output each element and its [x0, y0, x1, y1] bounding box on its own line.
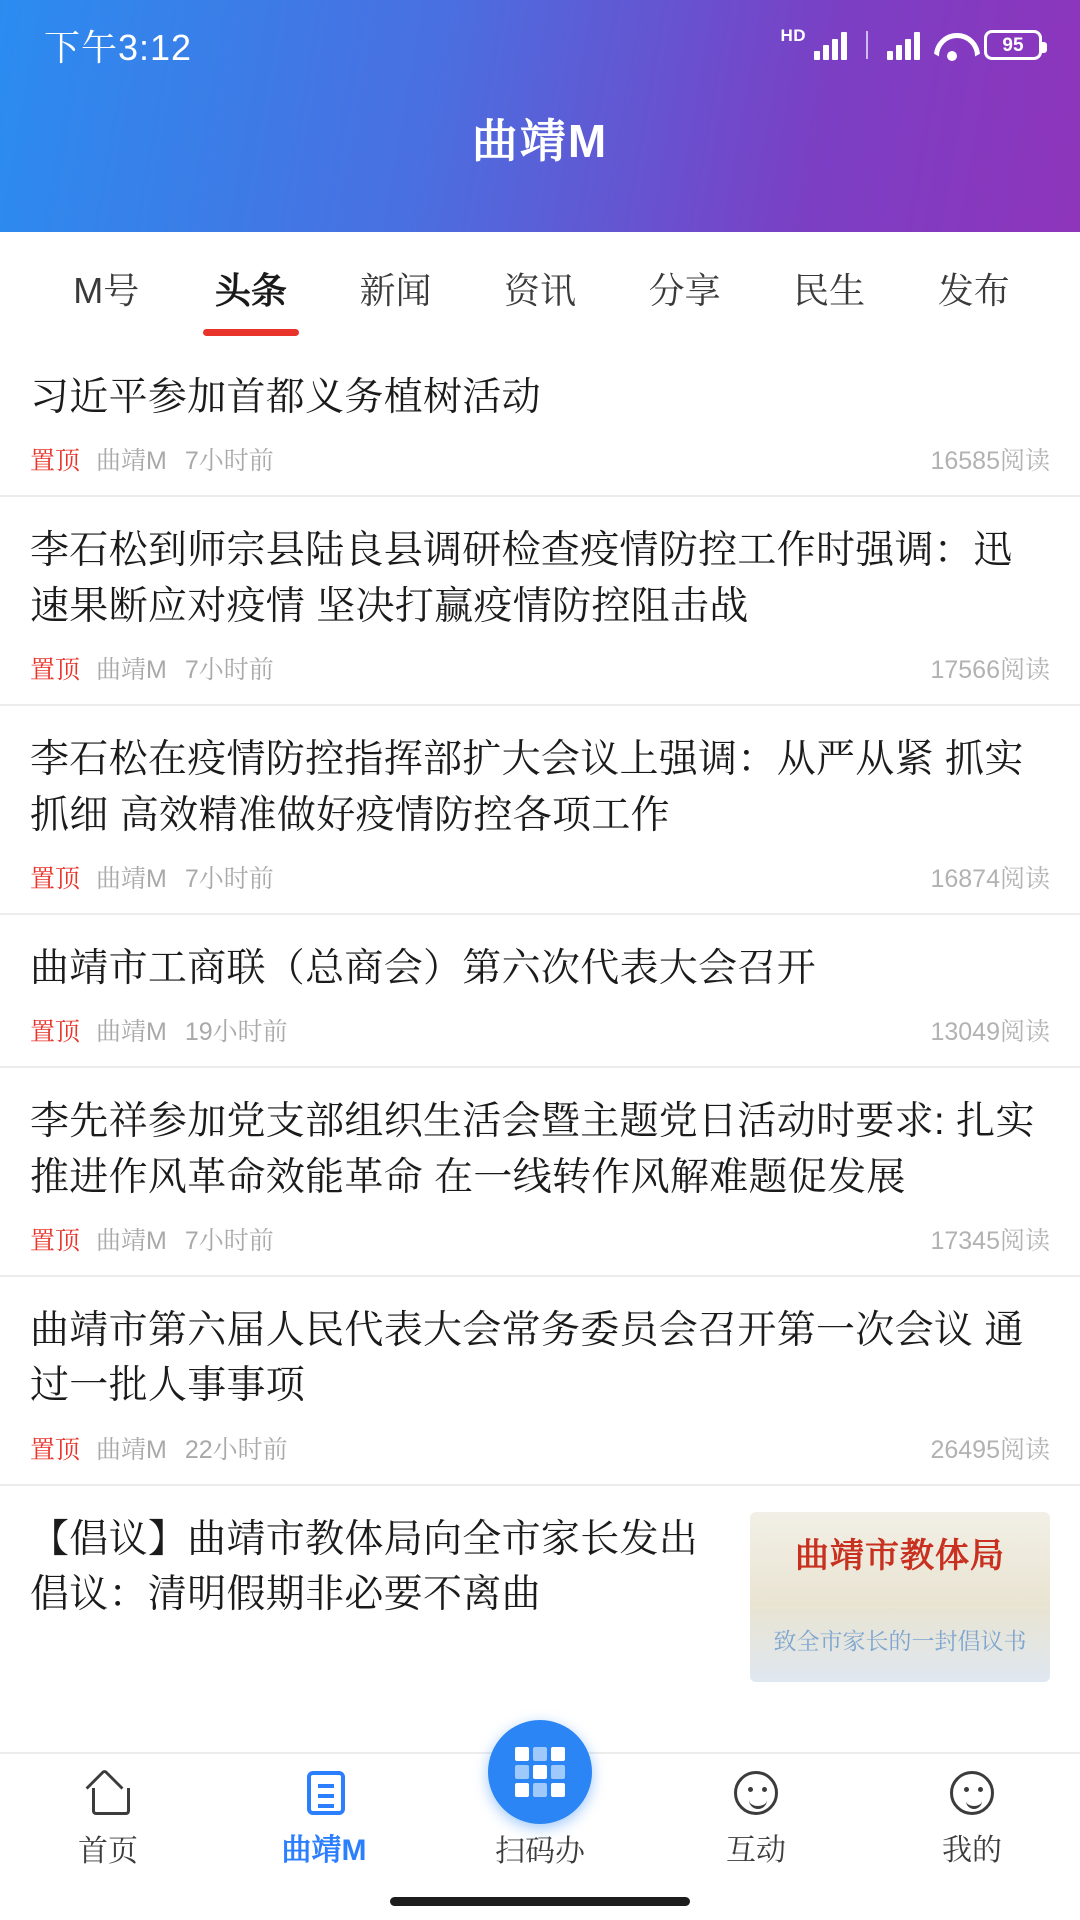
- app-header: [0, 0, 1080, 232]
- signal-divider: [866, 31, 868, 59]
- status-badge: 置顶: [30, 1227, 81, 1255]
- news-source: 曲靖M: [96, 1018, 167, 1047]
- news-meta: [30, 650, 1050, 686]
- news-title: 曲靖市第六届人民代表大会常务委员会召开第一次会议 通过一批人事事项: [30, 1309, 1024, 1408]
- page-title: 曲靖M: [471, 115, 609, 167]
- news-reads: 26495阅读: [930, 1435, 1050, 1464]
- news-source: 曲靖M: [96, 864, 167, 893]
- tab-toutiao[interactable]: [179, 232, 324, 344]
- smiley-icon: [734, 1771, 778, 1815]
- news-time: 19小时前: [184, 1018, 288, 1047]
- tab-label: 资讯: [504, 269, 577, 311]
- list-item[interactable]: [0, 1486, 1080, 1682]
- list-item[interactable]: [0, 915, 1080, 1068]
- nav-label: 扫码办: [495, 1835, 585, 1868]
- nav-item-mine[interactable]: [864, 1771, 1080, 1869]
- status-icons: [780, 26, 1042, 60]
- status-badge: 置顶: [30, 864, 81, 893]
- bottom-navigation-bar: [0, 1752, 1080, 1920]
- news-source: 曲靖M: [96, 1435, 167, 1464]
- news-list[interactable]: [0, 344, 1080, 1920]
- list-item[interactable]: [0, 1277, 1080, 1486]
- nav-item-home[interactable]: [0, 1770, 216, 1870]
- news-reads: 17566阅读: [930, 656, 1050, 685]
- nav-label: 曲靖M: [281, 1834, 367, 1867]
- news-source: 曲靖M: [96, 447, 167, 476]
- tab-fabu[interactable]: [901, 232, 1046, 344]
- news-reads: 13049阅读: [930, 1018, 1050, 1047]
- news-time: 22小时前: [184, 1435, 288, 1464]
- tab-label: M号: [73, 269, 140, 311]
- nav-item-qujing-m[interactable]: [216, 1771, 432, 1869]
- thumbnail-title: 曲靖市教体局: [795, 1536, 1005, 1575]
- status-badge: 置顶: [30, 1018, 81, 1047]
- tab-m-hao[interactable]: [34, 232, 179, 344]
- tab-label: 头条: [214, 269, 287, 311]
- list-item[interactable]: [0, 497, 1080, 706]
- nav-label: 我的: [942, 1834, 1002, 1867]
- tab-label: 新闻: [359, 269, 432, 311]
- news-reads: 16874阅读: [930, 864, 1050, 893]
- list-item[interactable]: [0, 344, 1080, 497]
- qr-scan-button[interactable]: [488, 1720, 592, 1824]
- news-title: 曲靖市工商联（总商会）第六次代表大会召开: [30, 946, 817, 990]
- news-title: 李石松在疫情防控指挥部扩大会议上强调：从严从紧 抓实抓细 高效精准做好疫情防控各项工作: [30, 738, 1024, 837]
- news-source: 曲靖M: [96, 656, 167, 685]
- nav-label: 互动: [726, 1834, 786, 1867]
- news-reads: 17345阅读: [930, 1227, 1050, 1255]
- signal-icon-2: [887, 30, 920, 60]
- hd-icon: HD: [780, 26, 806, 45]
- wifi-icon: [934, 31, 970, 59]
- person-smiley-icon: [950, 1771, 994, 1815]
- news-time: 7小时前: [184, 1227, 274, 1255]
- tab-label: 发布: [937, 269, 1010, 311]
- home-indicator: [390, 1897, 690, 1906]
- status-bar: [0, 0, 1080, 90]
- signal-icon: [814, 30, 847, 60]
- news-time: 7小时前: [184, 864, 274, 893]
- tab-fenxiang[interactable]: [612, 232, 757, 344]
- news-title: 【倡议】曲靖市教体局向全市家长发出倡议：清明假期非必要不离曲: [30, 1517, 699, 1617]
- news-time: 7小时前: [184, 656, 274, 685]
- list-item[interactable]: [0, 706, 1080, 915]
- tab-xinwen[interactable]: [323, 232, 468, 344]
- news-title: 习近平参加首都义务植树活动: [30, 376, 541, 419]
- home-icon: [85, 1770, 131, 1816]
- news-title: 李先祥参加党支部组织生活会暨主题党日活动时要求: 扎实推进作风革命效能革命 在一线转作风解难题促发展: [30, 1100, 1035, 1199]
- news-meta: [30, 441, 1050, 477]
- thumbnail-subtitle: 致全市家长的一封倡议书: [773, 1627, 1027, 1654]
- news-title: 李石松到师宗县陆良县调研检查疫情防控工作时强调：迅速果断应对疫情 坚决打赢疫情防控阻击战: [30, 529, 1013, 628]
- news-meta: [30, 1430, 1050, 1466]
- news-source: 曲靖M: [96, 1227, 167, 1255]
- tab-bar: [0, 232, 1080, 344]
- document-icon: [307, 1771, 345, 1815]
- tab-minsheng[interactable]: [757, 232, 902, 344]
- status-badge: 置顶: [30, 656, 81, 685]
- news-meta: [30, 1221, 1050, 1257]
- news-time: 7小时前: [184, 447, 274, 476]
- news-meta: [30, 859, 1050, 895]
- news-reads: 16585阅读: [930, 447, 1050, 476]
- news-thumbnail: [750, 1512, 1050, 1682]
- nav-label: 首页: [78, 1835, 138, 1868]
- tab-label: 分享: [648, 269, 721, 311]
- status-badge: 置顶: [30, 1435, 81, 1464]
- battery-level: 95: [1002, 34, 1024, 56]
- tab-label: 民生: [793, 269, 866, 311]
- qr-scan-icon: [515, 1747, 565, 1797]
- list-item[interactable]: [0, 1068, 1080, 1277]
- status-time: 下午3:12: [44, 26, 193, 68]
- battery-icon: [984, 30, 1042, 60]
- status-badge: 置顶: [30, 447, 81, 476]
- nav-item-interact[interactable]: [648, 1771, 864, 1869]
- news-meta: [30, 1012, 1050, 1048]
- tab-zixun[interactable]: [468, 232, 613, 344]
